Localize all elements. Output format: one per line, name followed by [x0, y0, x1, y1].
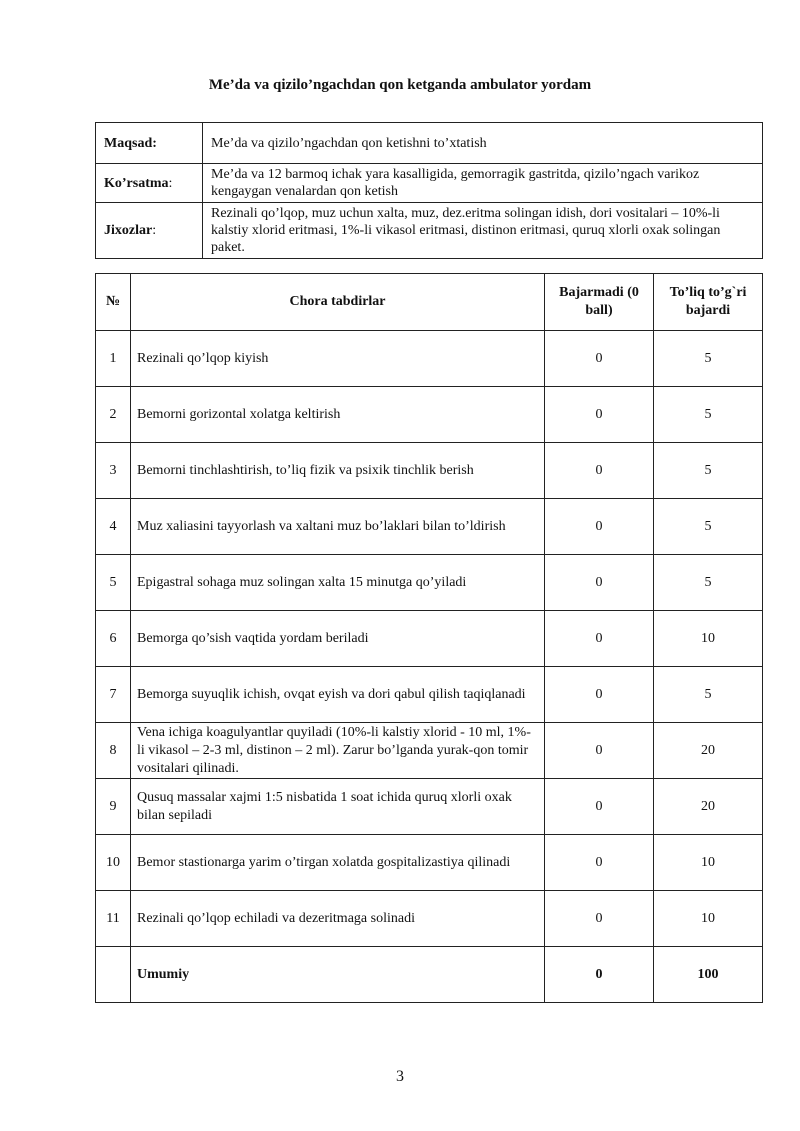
- row-action: Epigastral sohaga muz solingan xalta 15 minutga qo’yiladi: [131, 555, 545, 611]
- page-number: 3: [396, 1068, 404, 1085]
- header-done: To’liq to’g`ri bajardi: [654, 274, 763, 331]
- row-not-done-score: 0: [545, 723, 654, 779]
- header-num: №: [96, 274, 131, 331]
- row-number: 9: [96, 779, 131, 835]
- row-done-score: 5: [654, 667, 763, 723]
- row-not-done-score: 0: [545, 835, 654, 891]
- row-not-done-score: 0: [545, 891, 654, 947]
- row-not-done-score: 0: [545, 611, 654, 667]
- indication-row: [96, 164, 763, 203]
- row-done-score: 5: [654, 443, 763, 499]
- row-done-score: 5: [654, 331, 763, 387]
- row-number: 5: [96, 555, 131, 611]
- total-done: 100: [654, 947, 763, 1003]
- row-number: 11: [96, 891, 131, 947]
- goal-value: Me’da va qizilo’ngachdan qon ketishni to’xtatish: [203, 123, 763, 164]
- row-not-done-score: 0: [545, 499, 654, 555]
- goal-row: [96, 123, 763, 164]
- indication-value: Me’da va 12 barmoq ichak yara kasalligida, gemorragik gastritda, qizilo’ngach varikoz kengaygan venalardan qon ketish: [203, 164, 763, 203]
- total-row: [96, 947, 763, 1003]
- row-not-done-score: 0: [545, 331, 654, 387]
- row-number: 7: [96, 667, 131, 723]
- row-done-score: 5: [654, 499, 763, 555]
- row-done-score: 20: [654, 779, 763, 835]
- header-not-done: Bajarmadi (0 ball): [545, 274, 654, 331]
- row-done-score: 10: [654, 835, 763, 891]
- info-table: [95, 122, 763, 259]
- table-row: [96, 387, 763, 443]
- table-row: [96, 667, 763, 723]
- table-row: [96, 443, 763, 499]
- checklist-table: [95, 273, 763, 1003]
- row-done-score: 10: [654, 611, 763, 667]
- equipment-label: Jixozlar: [104, 223, 153, 238]
- indication-label-cell: Ko’rsatma:: [96, 164, 203, 203]
- row-action: Bemor stastionarga yarim o’tirgan xolatda gospitalizastiya qilinadi: [131, 835, 545, 891]
- row-not-done-score: 0: [545, 555, 654, 611]
- row-action: Muz xaliasini tayyorlash va xaltani muz bo’laklari bilan to’ldirish: [131, 499, 545, 555]
- total-num: [96, 947, 131, 1003]
- row-done-score: 5: [654, 555, 763, 611]
- total-label: Umumiy: [131, 947, 545, 1003]
- row-number: 8: [96, 723, 131, 779]
- total-not-done: 0: [545, 947, 654, 1003]
- row-action: Bemorga qo’sish vaqtida yordam beriladi: [131, 611, 545, 667]
- row-action: Bemorni gorizontal xolatga keltirish: [131, 387, 545, 443]
- indication-label: Ko’rsatma: [104, 175, 169, 191]
- table-row: [96, 835, 763, 891]
- row-number: 3: [96, 443, 131, 499]
- equipment-row: [96, 203, 763, 259]
- page-title: Me’da va qizilo’ngachdan qon ketganda ambulator yordam: [208, 77, 592, 93]
- table-row: [96, 499, 763, 555]
- row-action: Bemorni tinchlashtirish, to’liq fizik va psixik tinchlik berish: [131, 443, 545, 499]
- table-row: [96, 723, 763, 779]
- row-not-done-score: 0: [545, 667, 654, 723]
- table-row: [96, 611, 763, 667]
- table-row: [96, 891, 763, 947]
- row-done-score: 5: [654, 387, 763, 443]
- row-number: 10: [96, 835, 131, 891]
- row-done-score: 10: [654, 891, 763, 947]
- row-not-done-score: 0: [545, 443, 654, 499]
- row-number: 2: [96, 387, 131, 443]
- table-row: [96, 331, 763, 387]
- row-not-done-score: 0: [545, 779, 654, 835]
- row-action: Rezinali qo’lqop kiyish: [131, 331, 545, 387]
- row-action: Vena ichiga koagulyantlar quyiladi (10%-li kalstiy xlorid - 10 ml, 1%-li vikasol – 2-3 ml, distinon – 2 ml). Zarur bo’lganda yurak-qon tomir vositalari qilinadi.: [131, 723, 545, 779]
- table-row: [96, 555, 763, 611]
- header-action: Chora tabdirlar: [131, 274, 545, 331]
- row-action: Qusuq massalar xajmi 1:5 nisbatida 1 soat ichida quruq xlorli oxak bilan sepiladi: [131, 779, 545, 835]
- row-action: Bemorga suyuqlik ichish, ovqat eyish va dori qabul qilish taqiqlanadi: [131, 667, 545, 723]
- row-number: 4: [96, 499, 131, 555]
- row-done-score: 20: [654, 723, 763, 779]
- equipment-value: Rezinali qo’lqop, muz uchun xalta, muz, dez.eritma solingan idish, dori vositalari – 10%-li kalstiy xlorid eritmasi, 1%-li vikasol eritmasi, distinon eritmasi, quruq xlorli oxak solingan paket.: [203, 203, 763, 259]
- table-row: [96, 779, 763, 835]
- row-number: 6: [96, 611, 131, 667]
- row-number: 1: [96, 331, 131, 387]
- equipment-label-cell: Jixozlar:: [96, 203, 203, 259]
- row-not-done-score: 0: [545, 387, 654, 443]
- row-action: Rezinali qo’lqop echiladi va dezeritmaga solinadi: [131, 891, 545, 947]
- goal-label: Maqsad:: [96, 123, 203, 164]
- table-header-row: [96, 274, 763, 331]
